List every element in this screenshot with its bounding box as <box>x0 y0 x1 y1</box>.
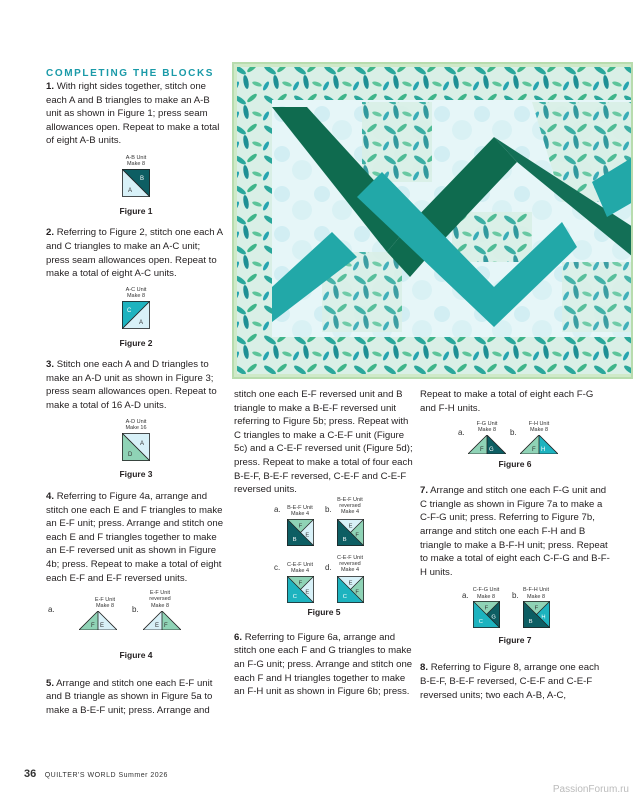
svg-text:A: A <box>139 320 144 327</box>
step-1: 1. With right sides together, stitch one each A and B triangles to make an A-B unit as shown in Figure 1; press seam allowances open. Repeat to make a total of eight A-B units. <box>46 81 220 147</box>
step-4: 4. Referring to Figure 4a, arrange and stitch one each E and F triangles to make an E-F unit; press. Arrange and stitch one each E and F triangles together to make an E-F reversed unit as shown in Figure 4b; press. Repeat to make a total of eight each E-F and E-F reversed units. <box>46 490 224 584</box>
svg-text:E: E <box>155 623 160 630</box>
svg-text:C: C <box>127 308 132 315</box>
figure-5: a. B-E-F Unit Make 4 F E B b. B-E-F Unit reversed Make 4 E F B c. C-E-F Unit Make 4 F E C d. C-E-F Unit reversed Make 4 E F C Figure 5 <box>234 505 414 617</box>
svg-text:E: E <box>305 589 310 596</box>
step-8: 8. Referring to Figure 8, arrange one each B-E-F, B-E-F reversed, C-E-F and C-E-F reversed units; two each A-B, A-C, <box>420 662 600 701</box>
svg-text:G: G <box>489 447 494 454</box>
figure-7-caption: Figure 7 <box>498 635 532 646</box>
step-5: 5. Arrange and stitch one each E-F unit and B triangle as shown in Figure 5a to make a B-E-F unit; press. Arrange and <box>46 677 213 716</box>
page-footer <box>24 768 168 780</box>
figure-7: a. C-F-G Unit Make 8 F C G b. B-F-H Unit Make 8 F B H Figure 7 <box>420 587 610 643</box>
svg-text:H: H <box>541 614 546 621</box>
figure-4-caption: Figure 4 <box>119 650 153 661</box>
svg-text:F: F <box>534 606 539 613</box>
svg-text:F: F <box>298 580 303 587</box>
figure-3: A-D Unit Make 16 A D Figure 3 <box>46 419 226 478</box>
quilt-photo-image <box>232 62 633 379</box>
svg-text:H: H <box>541 447 546 454</box>
figure-2-caption: Figure 2 <box>119 337 153 348</box>
svg-text:B: B <box>528 619 533 626</box>
ef-unit-diagram <box>79 611 117 630</box>
step-7: 7. Arrange and stitch one each F-G unit and C triangle as shown in Figure 7a to make a C-F-G unit; press. Referring to Figure 7b, arrange and stitch one each F-H and B triangle to make a B-F-H unit; press. Repeat to make a total of eight each C-F-G and B-F-H units. <box>420 485 610 578</box>
svg-text:F: F <box>480 447 484 454</box>
column-1 <box>46 67 226 717</box>
svg-text:F: F <box>532 447 536 454</box>
svg-text:B: B <box>292 536 297 543</box>
column-3 <box>420 388 610 702</box>
svg-text:F: F <box>355 589 359 596</box>
svg-text:D: D <box>128 451 133 458</box>
quilt-photo <box>232 62 633 379</box>
svg-text:F: F <box>298 523 303 530</box>
svg-text:A: A <box>128 188 133 195</box>
svg-text:E: E <box>348 580 353 587</box>
svg-text:C: C <box>292 593 297 600</box>
watermark: PassionForum.ru <box>552 784 629 795</box>
figure-3-caption: Figure 3 <box>119 469 153 480</box>
svg-text:E: E <box>348 523 353 530</box>
magazine-name: QUILTER'S WORLD <box>44 772 117 779</box>
ab-unit-diagram <box>122 169 150 197</box>
svg-text:B: B <box>342 536 347 543</box>
ef-reversed-unit-diagram <box>143 611 181 630</box>
bef-unit-diagram <box>287 519 314 546</box>
figure-5-caption: Figure 5 <box>307 606 341 617</box>
figure-6-caption: Figure 6 <box>498 459 532 470</box>
issue-date: Summer 2026 <box>118 772 168 779</box>
page-number: 36 <box>24 768 37 780</box>
step-6: 6. Referring to Figure 6a, arrange and stitch one each F and G triangles to make an F-G unit; press. Arrange and stitch one each F and H triangles together to make an F-H unit as shown in Figure 6b; press. <box>234 631 413 698</box>
step-6-continued: Repeat to make a total of eight each F-G and F-H units. <box>420 389 594 414</box>
svg-text:F: F <box>484 606 489 613</box>
svg-text:B: B <box>140 176 145 183</box>
fg-unit-diagram <box>468 435 506 454</box>
svg-text:F: F <box>91 623 95 630</box>
ad-unit-diagram <box>122 433 150 461</box>
bef-reversed-unit-diagram <box>337 519 364 546</box>
cef-reversed-unit-diagram <box>337 576 364 603</box>
cef-unit-diagram <box>287 576 314 603</box>
column-2 <box>234 388 414 699</box>
step-3: 3. Stitch one each A and D triangles to make an A-D unit as shown in Figure 3; press seam allowances open. Repeat to make a total of 16 A-D units. <box>46 359 217 411</box>
bfh-unit-diagram <box>523 601 550 628</box>
step-2: 2. Referring to Figure 2, stitch one each A and C triangles to make an A-C unit; press seam allowances open. Repeat to make a total of eight A-C units. <box>46 227 223 280</box>
fh-unit-diagram <box>520 435 558 454</box>
svg-text:F: F <box>164 623 168 630</box>
figure-2: A-C Unit Make 8 C A Figure 2 <box>46 287 226 346</box>
section-heading: COMPLETING THE BLOCKS <box>46 68 215 79</box>
figure-4: a. E-F Unit Make 8 F E b. E-F Unit reversed Make 8 E F <box>46 591 226 643</box>
figure-6: a. F-G Unit Make 8 F G b. F-H Unit Make 8 F H Figure 6 <box>420 421 610 469</box>
svg-text:A: A <box>140 440 145 447</box>
svg-text:F: F <box>355 532 359 539</box>
ac-unit-diagram <box>122 301 150 329</box>
svg-text:G: G <box>491 614 496 621</box>
svg-text:C: C <box>478 619 483 626</box>
step-5-continued: stitch one each E-F reversed unit and B triangle to make a B-E-F reversed unit referring to Figure 5b; press. Repeat with C triangles to make a C-E-F unit (Figure 5c) and a C-E-F reversed unit (Figure 5d); press. Repeat to make a total of four each B-E-F, B-E-F reversed, C-E-F and C-E-F reversed units. <box>234 389 413 496</box>
svg-text:C: C <box>342 593 347 600</box>
cfg-unit-diagram <box>473 601 500 628</box>
svg-text:E: E <box>100 623 105 630</box>
figure-1: A-B Unit Make 8 A B Figure 1 <box>46 155 226 214</box>
svg-text:E: E <box>305 532 310 539</box>
figure-1-caption: Figure 1 <box>119 205 153 216</box>
